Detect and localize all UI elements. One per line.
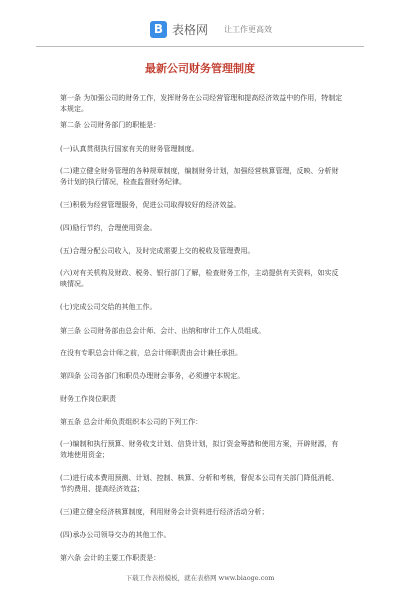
paragraph: (二)建立健全财务管理的各种规章制度，编制财务计划，加强经营核算管理，反映、分析财务计划的执行情况，检查监督财务纪律。 bbox=[60, 167, 339, 186]
brand-logo-icon: B bbox=[150, 21, 167, 38]
paragraph: (四)励行节约，合理使用资金。 bbox=[60, 224, 157, 232]
paragraph: 第五条 总会计师负责组织本公司的下列工作： bbox=[60, 418, 203, 426]
header-divider bbox=[36, 46, 364, 47]
footer-note: 下载工作表格模板，就在表格网 www.biaoge.com bbox=[125, 574, 275, 582]
paragraph: 第二条 公司财务部门的职能是： bbox=[60, 121, 161, 129]
brand-name: 表格网 bbox=[172, 22, 209, 37]
paragraph: (五)合理分配公司收入，及时完成需要上交的税收及管理费用。 bbox=[60, 247, 255, 255]
section-heading: 财务工作岗位职责 bbox=[60, 395, 116, 403]
paragraph: (一)认真贯彻执行国家有关的财务管理制度。 bbox=[60, 145, 199, 153]
paragraph: 第四条 公司各部门和职员办理财会事务，必须遵守本规定。 bbox=[60, 372, 245, 380]
paragraph: (三)积极为经营管理服务，促进公司取得较好的经济效益。 bbox=[60, 201, 241, 209]
paragraph: (三)建立健全经济核算制度，利用财务会计资料进行经济活动分析； bbox=[60, 508, 269, 516]
paragraph: 第六条 会计的主要工作职责是： bbox=[60, 554, 161, 562]
paragraph: (七)完成公司交给的其他工作。 bbox=[60, 303, 157, 311]
document-title: 最新公司财务管理制度 bbox=[145, 62, 255, 75]
paragraph: (四)承办公司领导交办的其他工作。 bbox=[60, 531, 171, 539]
paragraph: (二)进行成本费用预测、计划、控制、核算、分析和考核，督促本公司有关部门降低消耗、节约费用、提高经济效益； bbox=[60, 474, 339, 493]
document-body bbox=[60, 93, 345, 564]
paragraph: (一)编制和执行预算、财务收支计划、信贷计划，拟订资金筹措和使用方案，开辟财源，有效地使用资金； bbox=[60, 440, 339, 459]
page-header bbox=[0, 0, 400, 62]
brand[interactable] bbox=[150, 18, 272, 40]
paragraph: 第一条 为加强公司的财务工作，发挥财务在公司经营管理和提高经济效益中的作用，特制定本规定。 bbox=[60, 94, 343, 113]
brand-slogan: 让工作更高效 bbox=[224, 24, 273, 34]
paragraph: (六)对有关机构及财政、税务、银行部门了解，检查财务工作，主动提供有关资料，如实反映情况。 bbox=[60, 269, 339, 288]
paragraph: 第三条 公司财务部由总会计师、会计、出纳和审计工作人员组成。 bbox=[60, 327, 266, 335]
paragraph: 在没有专职总会计师之前，总会计师职责由会计兼任承担。 bbox=[60, 349, 242, 357]
